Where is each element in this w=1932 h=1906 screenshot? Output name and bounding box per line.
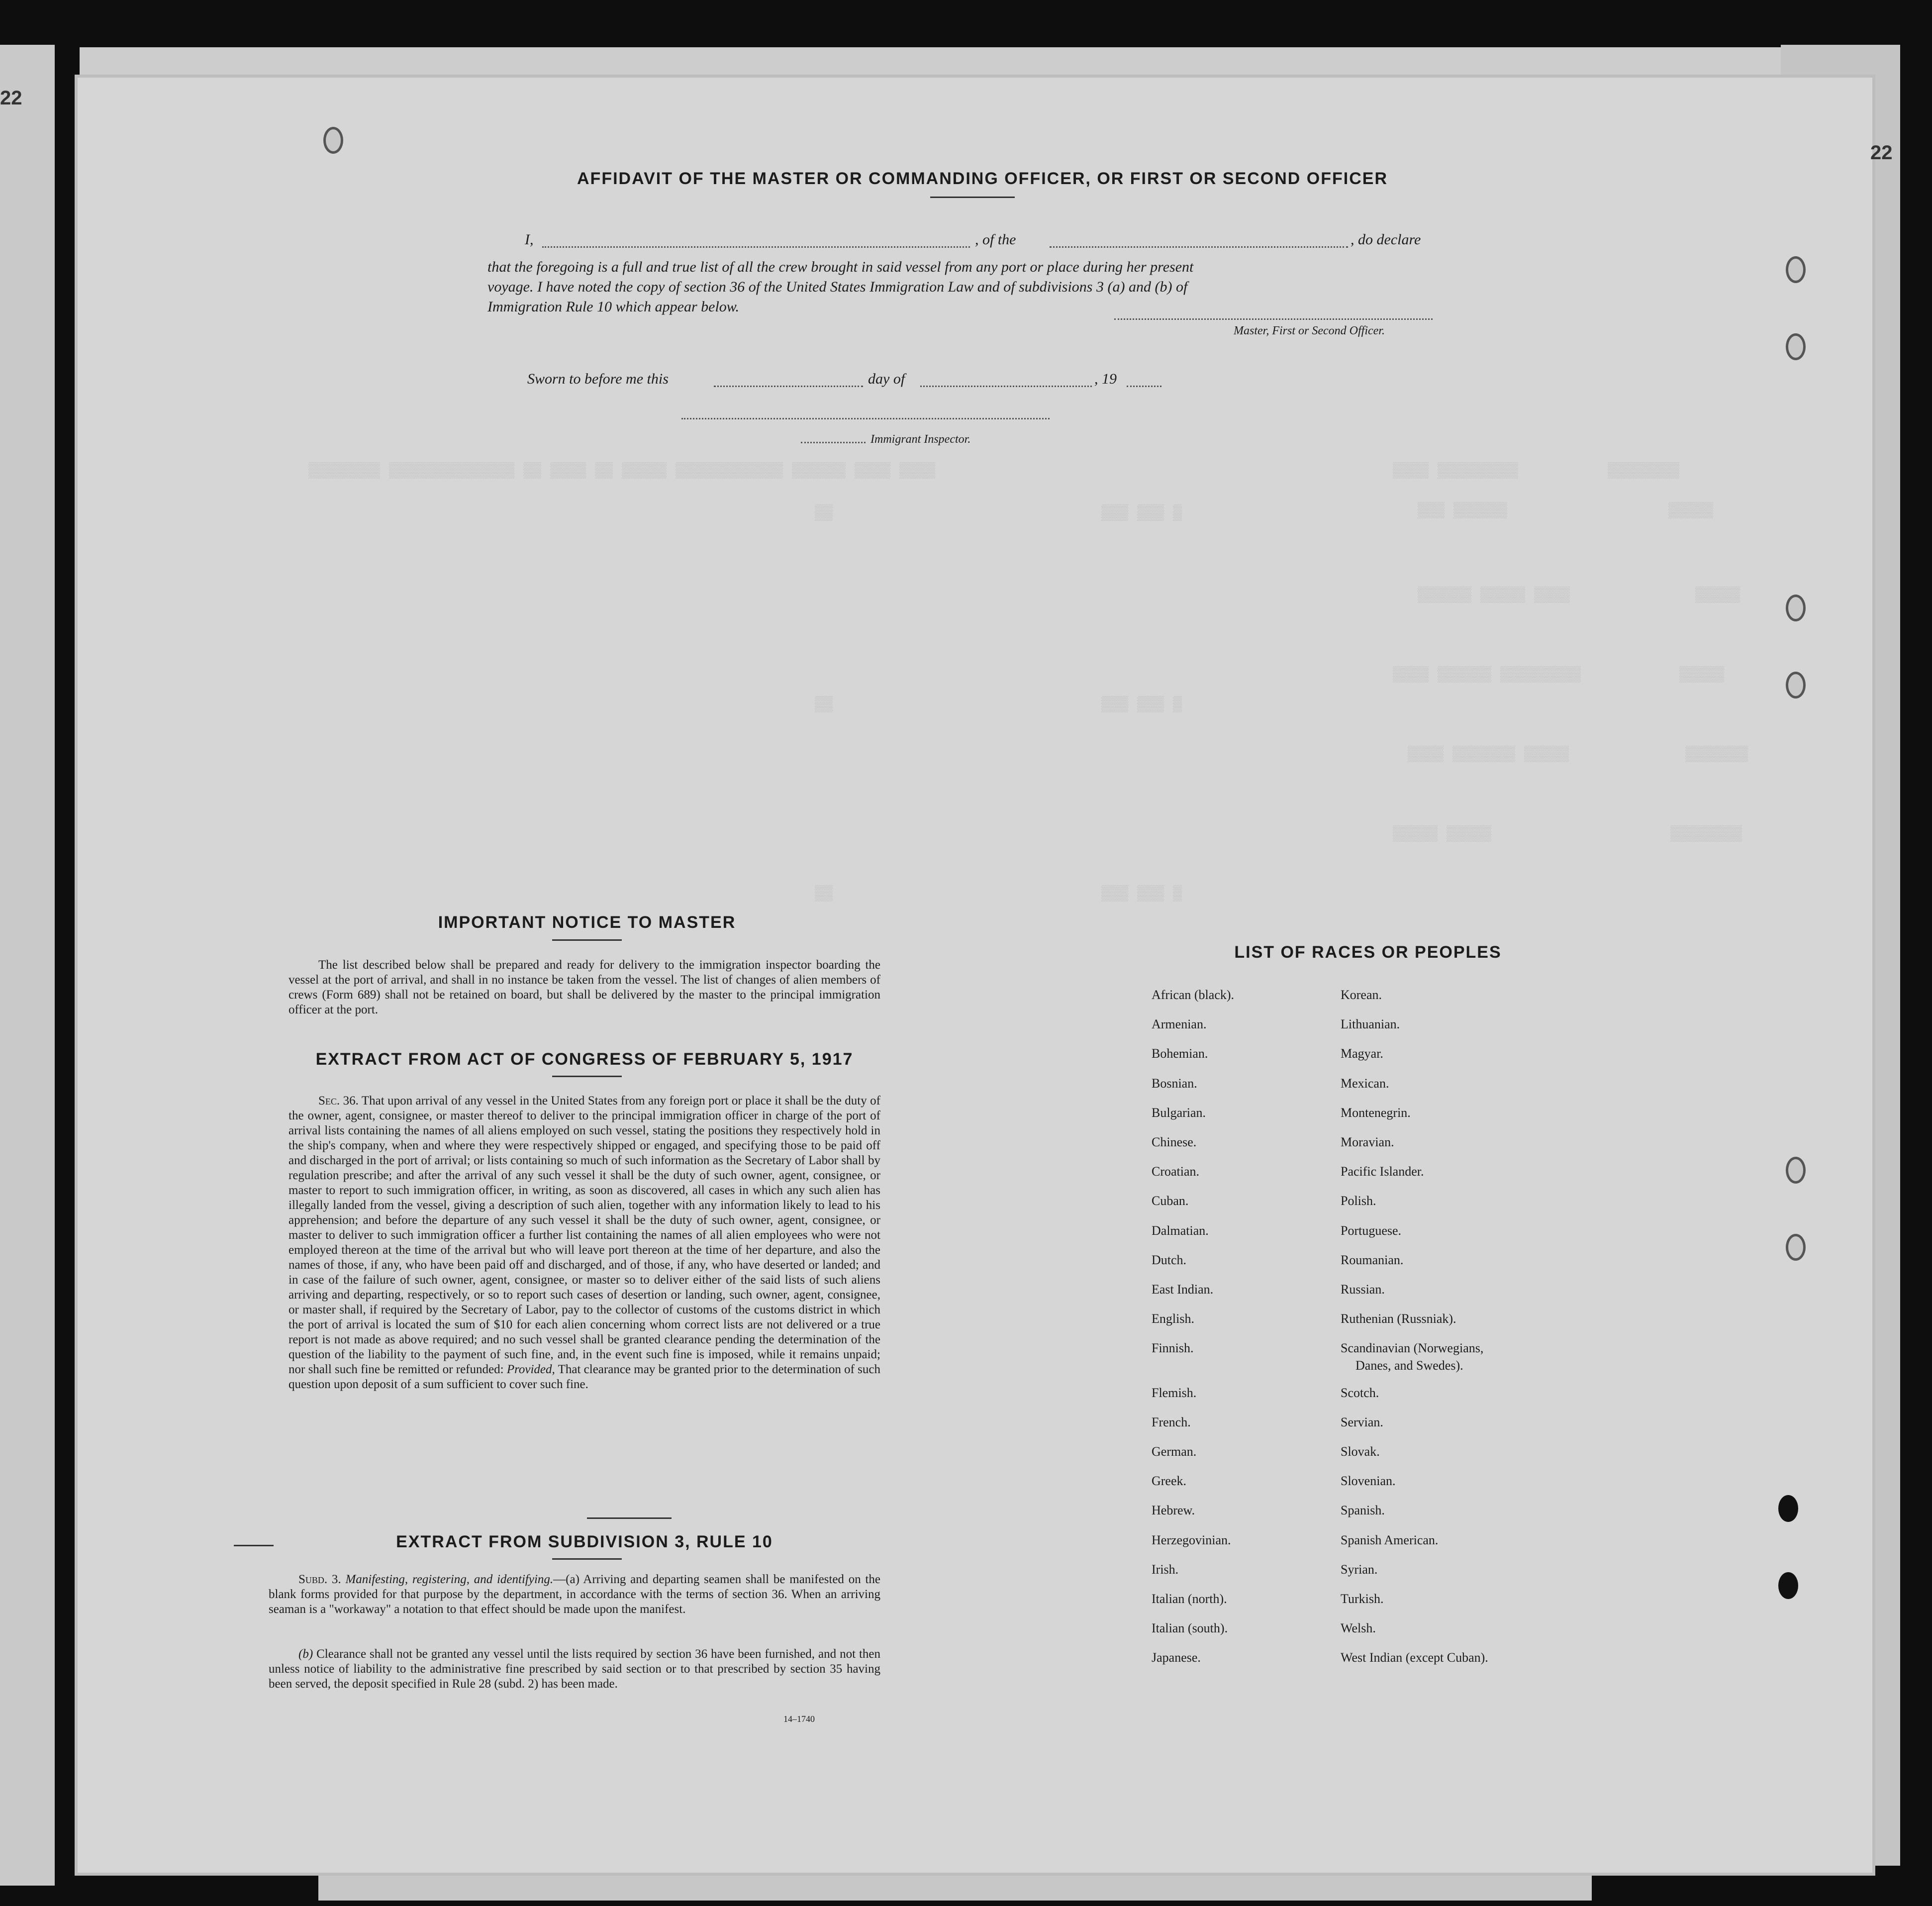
race-item: Pacific Islander. <box>1341 1164 1424 1179</box>
race-item: East Indian. <box>1152 1282 1214 1297</box>
punch-hole <box>1786 672 1806 699</box>
race-item: Slovak. <box>1341 1444 1380 1459</box>
act-extract-title: EXTRACT FROM ACT OF CONGRESS OF FEBRUARY 5, 1917 <box>315 1050 854 1069</box>
race-item: West Indian (except Cuban). <box>1341 1650 1488 1665</box>
race-item: Croatian. <box>1152 1164 1200 1179</box>
form-number: 14–1740 <box>783 1714 815 1724</box>
signature-line <box>1114 318 1433 320</box>
race-item: Cuban. <box>1152 1194 1189 1208</box>
section-body: That upon arrival of any vessel in the United States from any foreign port or place it shall be the duty of the owner, agent, consignee, or master thereof to deliver to the principal immigration officer in charge of the port of arrival lists containing the names of all aliens employed on such vessel, stating the positions they respectively hold in the ship's company, when and where they were respectively shipped or engaged, and specifying those to be paid off and discharged in the port of arrival; or lists containing so much of such information as the Secretary of Labor shall by regulation prescribe; and after the arrival of any such vessel it shall be the duty of such owner, agent, consignee, or master to report to such immigration officer, in writing, as soon as discovered, all cases in which any such alien has illegally landed from the vessel, giving a description of such alien, together with any information likely to lead to his apprehension; and before the departure of any such vessel it shall be the duty of such owner, agent, consignee, or master to deliver to such immigration officer a further list containing the names of all alien employees who were not employed thereon at the time of the arrival but who will leave port thereon at the time of her departure, and also the names of those, if any, who have been paid off and discharged, and of those, if any, who have deserted or landed; and in case of the failure of such owner, agent, consignee, or master so to deliver either of the said lists of such aliens arriving and departing, respectively, or so to report such cases of desertion or landing, such owner, agent, consignee, or master shall, if required by the Secretary of Labor, pay to the collector of customs of the customs district in which the port of arrival is located the sum of $10 for each alien concerning whom correct lists are not delivered or a true report is not made as above required; and no such vessel shall be granted clearance pending the determination of the question of the liability to the payment of such fine, and, in the event such fine is imposed, while it remains unpaid; nor shall such fine be remitted or refunded: <box>289 1094 880 1376</box>
race-item: Russian. <box>1341 1282 1385 1297</box>
punch-hole <box>1786 1157 1806 1184</box>
notice-title: IMPORTANT NOTICE TO MASTER <box>438 913 736 932</box>
race-item: Montenegrin. <box>1341 1105 1411 1120</box>
provided-label: Provided, <box>506 1363 555 1376</box>
punch-hole <box>1786 1234 1806 1261</box>
rule-paragraph-a <box>269 1572 880 1617</box>
underlying-page-top <box>80 47 1781 77</box>
bleed-through-text: ▒▒▒▒▒ ▒▒▒▒▒ ▒▒▒▒▒▒▒▒ <box>1393 826 1742 843</box>
day-of-label: day of <box>868 371 905 387</box>
vessel-name-line <box>1050 246 1348 248</box>
race-item: French. <box>1152 1415 1191 1429</box>
race-item: Roumanian. <box>1341 1253 1404 1267</box>
race-item: Greek. <box>1152 1474 1187 1488</box>
notice-rule <box>552 939 622 941</box>
race-item: Lithuanian. <box>1341 1017 1400 1031</box>
master-name-line <box>542 246 970 248</box>
page-number-left: 22 <box>0 87 22 109</box>
paragraph-b-label: (b) <box>298 1647 313 1661</box>
race-item: Syrian. <box>1341 1562 1378 1577</box>
race-item: Magyar. <box>1341 1046 1383 1061</box>
affidavit-i-label: I, <box>525 231 534 248</box>
inspector-label: Immigrant Inspector. <box>870 433 971 446</box>
subd-heading: Manifesting, registering, and identifying. <box>345 1573 554 1586</box>
affidavit-of-the-label: , of the <box>975 231 1016 248</box>
race-item: Italian (north). <box>1152 1592 1227 1606</box>
race-item: German. <box>1152 1444 1197 1459</box>
notice-body: The list described below shall be prepared and ready for delivery to the immigration inspector boarding the vessel at the port of arrival, and shall in no instance be taken from the vessel. The list of changes of alien members of crews (Form 689) shall not be retained on board, but shall be delivered by the master to the principal immigration officer at the port. <box>289 958 880 1016</box>
sworn-label: Sworn to before me this <box>527 371 669 387</box>
races-title: LIST OF RACES OR PEOPLES <box>1234 943 1502 962</box>
underlying-page-left <box>0 45 55 1886</box>
inspector-signature-line <box>681 418 1050 419</box>
race-item: Bohemian. <box>1152 1046 1208 1061</box>
race-item: Portuguese. <box>1341 1223 1402 1238</box>
rule-separator <box>587 1517 672 1519</box>
race-item: Chinese. <box>1152 1135 1197 1149</box>
race-item: Hebrew. <box>1152 1503 1195 1517</box>
race-item: Slovenian. <box>1341 1474 1396 1488</box>
punch-hole <box>1786 333 1806 360</box>
race-item: Scotch. <box>1341 1386 1379 1400</box>
punch-hole <box>323 127 343 154</box>
section-body-end: That clearance may be granted prior to the determination of such question upon deposit of a sum sufficient to cover such fine. <box>289 1363 880 1391</box>
margin-dash <box>234 1545 274 1546</box>
bleed-through-text: ▒▒▒▒ ▒▒▒▒▒▒▒▒▒ ▒▒▒▒▒▒▒▒ <box>1393 463 1680 480</box>
affidavit-declare-label: , do declare <box>1351 231 1421 248</box>
race-item: Ruthenian (Russniak). <box>1341 1311 1456 1326</box>
race-item: Armenian. <box>1152 1017 1207 1031</box>
page-number-right: 22 <box>1870 142 1893 164</box>
affidavit-title: AFFIDAVIT OF THE MASTER OR COMMANDING OFFICER, OR FIRST OR SECOND OFFICER <box>577 169 1388 188</box>
bleed-through-text: ▒▒▒▒▒▒ ▒▒▒▒▒ ▒▒▒▒ ▒▒▒▒▒ <box>1418 587 1740 604</box>
act-extract-body <box>289 1094 880 1392</box>
race-item: Italian (south). <box>1152 1621 1228 1635</box>
race-item: Dutch. <box>1152 1253 1187 1267</box>
bleed-through-text: ▒▒▒▒ ▒▒▒▒▒▒ ▒▒▒▒▒▒▒▒▒ ▒▒▒▒▒ <box>1393 667 1725 684</box>
race-item: Turkish. <box>1341 1592 1384 1606</box>
race-item: Scandinavian (Norwegians, <box>1341 1341 1484 1355</box>
punch-hole <box>1778 1572 1798 1599</box>
bleed-through-text: ▒▒ ▒▒▒ ▒▒▒ ▒ <box>269 505 1182 522</box>
race-item: Bosnian. <box>1152 1076 1197 1091</box>
race-item: African (black). <box>1152 988 1235 1002</box>
act-extract-rule <box>552 1076 622 1077</box>
bleed-through-text: ▒▒ ▒▒▒ ▒▒▒ ▒ <box>269 697 1182 713</box>
rule-paragraph-b <box>269 1647 880 1692</box>
race-item: Irish. <box>1152 1562 1179 1577</box>
race-item: Japanese. <box>1152 1650 1201 1665</box>
bleed-through-text: ▒▒▒▒▒▒▒▒ ▒▒▒▒▒▒▒▒▒▒▒▒▒▒ ▒▒ ▒▒▒▒ ▒▒ ▒▒▒▒▒ ▒▒▒▒▒▒▒▒▒▒▒▒ ▒▒▒▒▒▒ ▒▒▒▒ ▒▒▒▒ <box>308 463 936 480</box>
race-item: Spanish American. <box>1341 1533 1439 1547</box>
race-item: Spanish. <box>1341 1503 1385 1517</box>
race-item-continuation: Danes, and Swedes). <box>1355 1358 1463 1373</box>
race-item: Mexican. <box>1341 1076 1389 1091</box>
sworn-year-line <box>1127 386 1161 387</box>
race-item: Herzegovinian. <box>1152 1533 1231 1547</box>
paragraph-b-text: Clearance shall not be granted any vessel until the lists required by section 36 have been furnished, and not then unless notice of liability to the administrative fine prescribed by said section or to that prescribed by section 35 having been served, the deposit specified in Rule 28 (subd. 2) has been made. <box>269 1647 881 1691</box>
bleed-through-text: ▒▒ ▒▒▒ ▒▒▒ ▒ <box>269 886 1182 903</box>
bleed-through-text: ▒▒▒▒ ▒▒▒▒▒▒▒ ▒▒▒▒▒ ▒▒▒▒▒▒▒ <box>1408 746 1748 763</box>
signature-label: Master, First or Second Officer. <box>1234 324 1385 337</box>
subd-label: Subd. 3. <box>298 1573 341 1586</box>
sworn-day-line <box>714 386 863 387</box>
race-item: English. <box>1152 1311 1194 1326</box>
rule-extract-title: EXTRACT FROM SUBDIVISION 3, RULE 10 <box>396 1532 773 1551</box>
bleed-through-text: ▒▒▒ ▒▒▒▒▒▒ ▒▒▒▒▒ <box>1418 502 1714 519</box>
race-item: Flemish. <box>1152 1386 1197 1400</box>
rule-extract-rule <box>552 1558 622 1560</box>
race-item: Korean. <box>1341 988 1382 1002</box>
section-label: Sec. 36. <box>318 1094 359 1107</box>
affidavit-line-3: Immigration Rule 10 which appear below. <box>487 299 740 315</box>
year-label: , 19 <box>1094 371 1117 387</box>
paragraph-a-text: —(a) Arriving and departing seamen shall be manifested on the blank forms provided for that purpose by the department, in accordance with the terms of section 36. When an arriving seaman is a "workaway" a notation to that effect should be made upon the manifest. <box>269 1573 881 1616</box>
punch-hole <box>1786 595 1806 621</box>
race-item: Polish. <box>1341 1194 1376 1208</box>
race-item: Finnish. <box>1152 1341 1194 1355</box>
race-item: Welsh. <box>1341 1621 1376 1635</box>
race-item: Moravian. <box>1341 1135 1394 1149</box>
race-item: Dalmatian. <box>1152 1223 1209 1238</box>
inspector-dots <box>801 442 866 443</box>
punch-hole <box>1778 1495 1798 1522</box>
race-item: Bulgarian. <box>1152 1105 1206 1120</box>
race-item: Servian. <box>1341 1415 1383 1429</box>
title-rule <box>930 197 1015 198</box>
affidavit-line-2: voyage. I have noted the copy of section 36 of the United States Immigration Law and of subdivisions 3 (a) and (b) of <box>487 279 1188 295</box>
sworn-month-line <box>920 386 1092 387</box>
affidavit-line-1: that the foregoing is a full and true list of all the crew brought in said vessel from any port or place during her present <box>487 259 1194 275</box>
punch-hole <box>1786 256 1806 283</box>
